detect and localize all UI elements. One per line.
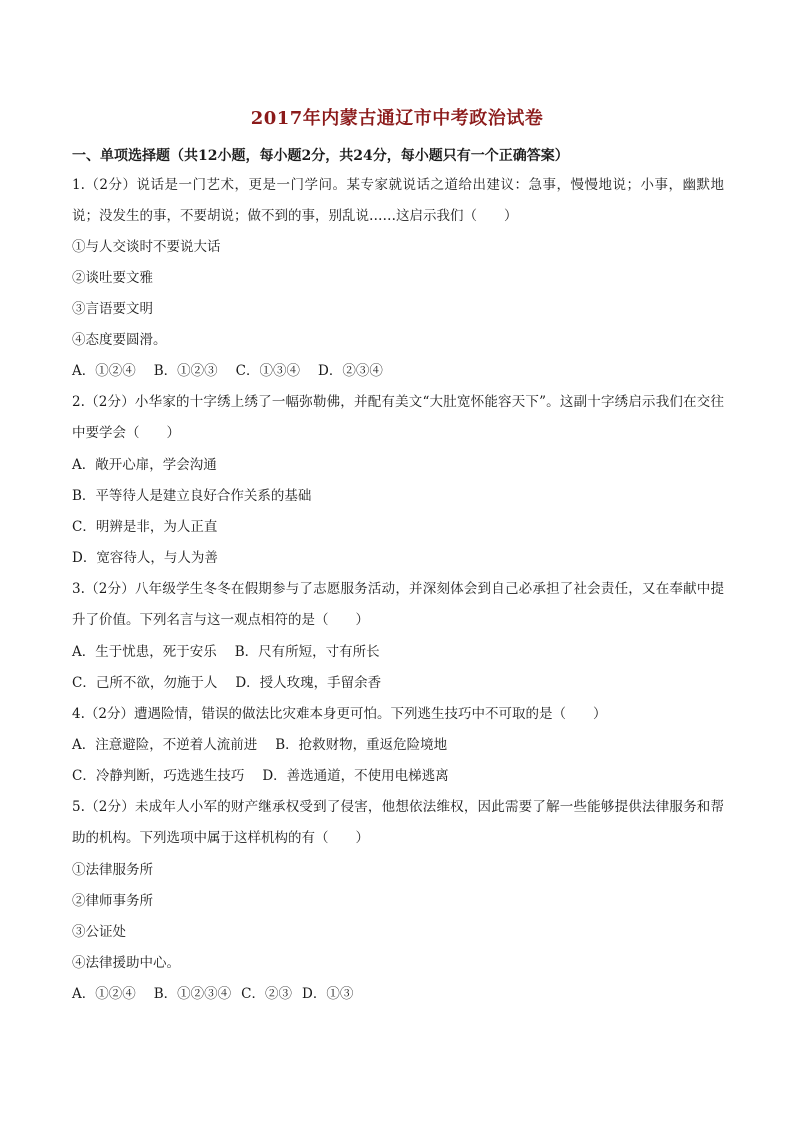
option-d: D．授人玫瑰，手留余香	[235, 675, 382, 691]
question-1-options	[72, 361, 383, 381]
question-1-statement: ③言语要文明	[72, 301, 153, 317]
option-d: D．②③④	[318, 363, 383, 379]
option-d: D．善选通道，不使用电梯逃离	[262, 768, 449, 784]
question-5-statement: ③公证处	[72, 924, 126, 940]
option-b: B．尺有所短，寸有所长	[234, 644, 380, 660]
option-b: B．①②③	[153, 363, 218, 379]
question-3-stem: 3.（2分）八年级学生冬冬在假期参与了志愿服务活动，并深刻体会到自己必承担了社会责任，又在奉献中提升了价值。下列名言与这一观点相符的是（ ）	[72, 581, 724, 628]
option-c: C．②③	[241, 986, 293, 1002]
question-5-statement: ②律师事务所	[72, 893, 153, 909]
option-b: B．①②③④	[153, 986, 232, 1002]
question-4-options-row-1	[72, 735, 447, 755]
question-1-statement: ④态度要圆滑。	[72, 332, 167, 348]
question-2-option-a: A．敞开心扉，学会沟通	[72, 457, 217, 473]
section-heading: 一、单项选择题（共12小题，每小题2分，共24分，每小题只有一个正确答案）	[72, 148, 569, 164]
question-2-option-d: D．宽容待人，与人为善	[72, 550, 218, 566]
question-2-option-c: C．明辨是非，为人正直	[72, 519, 218, 535]
option-c: C．①③④	[235, 363, 301, 379]
question-5-options	[72, 984, 353, 1004]
option-c: C．冷静判断，巧选逃生技巧	[72, 768, 245, 784]
option-d: D．①③	[302, 986, 354, 1002]
question-1-statement: ②谈吐要文雅	[72, 270, 153, 286]
option-a: A．①②④	[72, 986, 136, 1002]
exam-title: 2017年内蒙古通辽市中考政治试卷	[250, 108, 544, 129]
question-5-statement: ①法律服务所	[72, 862, 153, 878]
option-a: A．①②④	[72, 363, 136, 379]
question-3-options-row-2	[72, 673, 381, 693]
question-2-option-b: B．平等待人是建立良好合作关系的基础	[72, 488, 312, 504]
question-4-stem: 4.（2分）遭遇险情，错误的做法比灾难本身更可怕。下列逃生技巧中不可取的是（ ）	[72, 706, 607, 722]
question-5-statement: ④法律援助中心。	[72, 955, 180, 971]
question-1-statement: ①与人交谈时不要说大话	[72, 239, 221, 255]
option-b: B．抢救财物，重返危险境地	[275, 737, 448, 753]
question-2-stem: 2.（2分）小华家的十字绣上绣了一幅弥勒佛，并配有美文“大肚宽怀能容天下”。这副十字绣启示我们在交往中要学会（ ）	[72, 394, 724, 441]
question-5-stem: 5.（2分）未成年人小军的财产继承权受到了侵害，他想依法维权，因此需要了解一些能够提供法律服务和帮助的机构。下列选项中属于这样机构的有（ ）	[72, 799, 724, 846]
option-c: C．己所不欲，勿施于人	[72, 675, 218, 691]
question-4-options-row-2	[72, 766, 449, 786]
option-a: A．注意避险，不逆着人流前进	[72, 737, 258, 753]
question-3-options-row-1	[72, 642, 380, 662]
question-1-stem: 1.（2分）说话是一门艺术，更是一门学问。某专家就说话之道给出建议：急事，慢慢地说；小事，幽默地说；没发生的事，不要胡说；做不到的事，别乱说……这启示我们（ ）	[72, 177, 724, 224]
option-a: A．生于忧患，死于安乐	[72, 644, 217, 660]
